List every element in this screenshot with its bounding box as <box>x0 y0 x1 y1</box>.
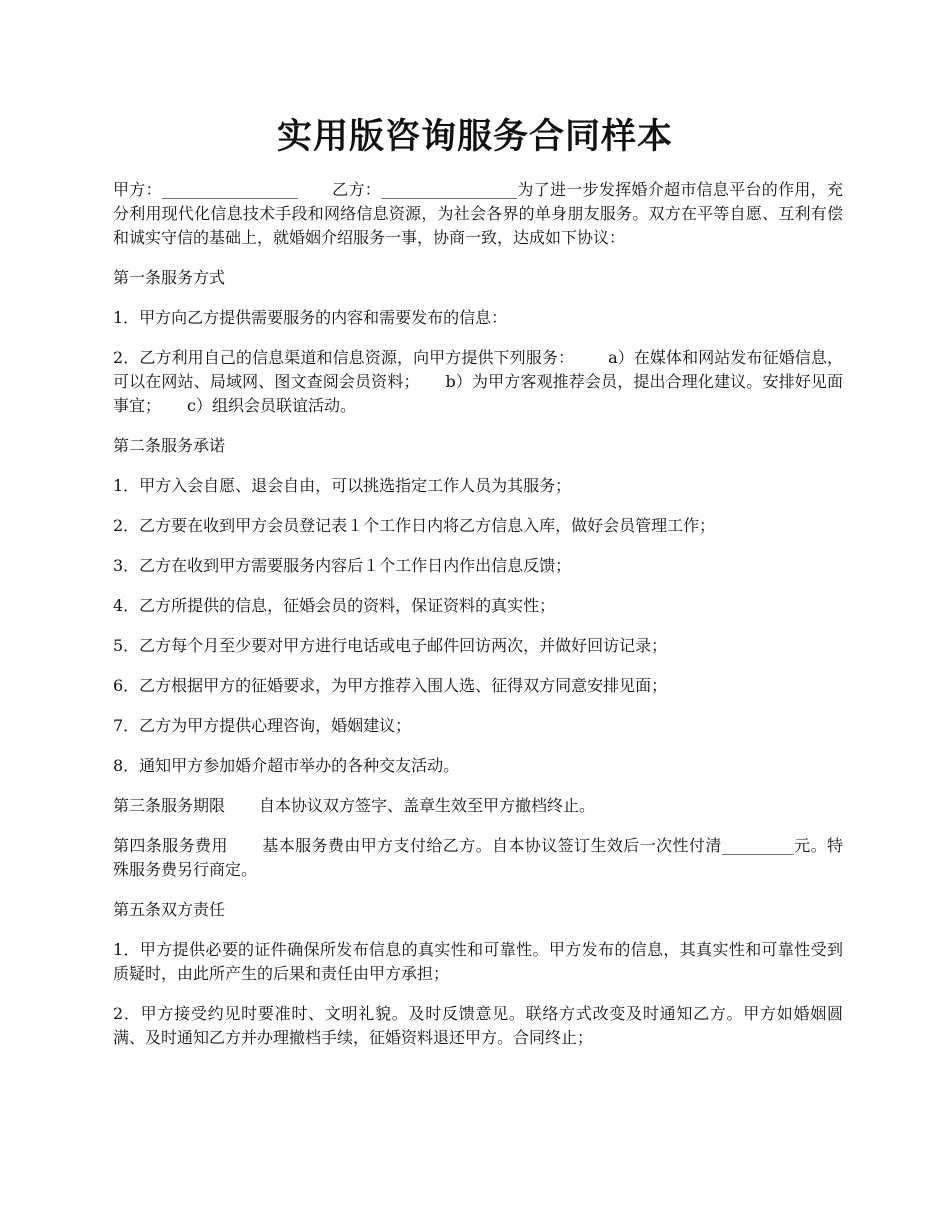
party-b-label: 乙方： <box>331 180 382 199</box>
article-3-text: 自本协议双方签字、盖章生效至甲方撤档终止。 <box>259 796 596 815</box>
article-3-heading: 第三条服务期限 <box>113 796 226 815</box>
article-5-heading: 第五条双方责任 <box>113 900 226 919</box>
article-1-item-2-text: 2．乙方利用自己的信息渠道和信息资源，向甲方提供下列服务： <box>113 348 575 367</box>
party-b-blank: _________________ <box>381 180 518 199</box>
article-1-item-2 <box>113 346 843 418</box>
article-1-item-1: 1．甲方向乙方提供需要服务的内容和需要发布的信息： <box>113 308 508 327</box>
article-5-item: 2．甲方接受约见时要准时、文明礼貌。及时反馈意见。联络方式改变及时通知乙方。甲方如婚姻圆满、及时通知乙方并办理撤档手续，征婚资料退还甲方。合同终止； <box>113 1004 843 1047</box>
article-1-item-2-b: b）为甲方客观推荐会员，提出合理化建议。安排好见面事宜； <box>113 372 843 415</box>
article-2-item: 1．甲方入会自愿、退会自由，可以挑选指定工作人员为其服务； <box>113 476 572 495</box>
party-a-label: 甲方： <box>113 180 162 199</box>
article-4-heading: 第四条服务费用 <box>113 836 228 855</box>
article-2-item: 7．乙方为甲方提供心理咨询，婚姻建议； <box>113 716 412 735</box>
fee-blank: _________ <box>721 836 794 855</box>
article-2-item: 8．通知甲方参加婚介超市举办的各种交友活动。 <box>113 756 460 775</box>
article-2-heading: 第二条服务承诺 <box>113 436 226 455</box>
article-1-heading: 第一条服务方式 <box>113 268 226 287</box>
article-2-item: 4．乙方所提供的信息，征婚会员的资料，保证资料的真实性； <box>113 596 556 615</box>
document-body <box>113 178 843 1066</box>
article-3 <box>113 794 843 818</box>
intro-text: 为了进一步发挥婚介超市信息平台的作用，充分利用现代化信息技术手段和网络信息资源，为社会各界的单身朋友服务。双方在平等自愿、互利有偿和诚实守信的基础上，就婚姻介绍服务一事，协商一致，达成如下协议： <box>113 180 843 247</box>
article-1-item-2-c: c）组织会员联谊活动。 <box>187 396 356 415</box>
article-1-item-2-a: a）在媒体和网站发布征婚信息，可以在网站、局域网、图文查阅会员资料； <box>113 348 843 391</box>
intro-paragraph <box>113 178 843 250</box>
document-title: 实用版咨询服务合同样本 <box>276 116 673 157</box>
article-4-text-end: 元。特殊服务费另行商定。 <box>113 836 843 879</box>
article-4-text: 基本服务费由甲方支付给乙方。自本协议签订生效后一次性付清 <box>261 836 722 855</box>
article-4 <box>113 834 843 882</box>
article-5-item: 1．甲方提供必要的证件确保所发布信息的真实性和可靠性。甲方发布的信息，其真实性和可靠性受到质疑时，由此所产生的后果和责任由甲方承担； <box>113 940 843 983</box>
article-2-item: 5．乙方每个月至少要对甲方进行电话或电子邮件回访两次，并做好回访记录； <box>113 636 668 655</box>
article-2-item: 3．乙方在收到甲方需要服务内容后１个工作日内作出信息反馈； <box>113 556 572 575</box>
party-a-blank: _________________ <box>161 180 298 199</box>
article-2-item: 6．乙方根据甲方的征婚要求，为甲方推荐入围人选、征得双方同意安排见面； <box>113 676 668 695</box>
article-2-item: 2．乙方要在收到甲方会员登记表１个工作日内将乙方信息入库，做好会员管理工作； <box>113 516 716 535</box>
